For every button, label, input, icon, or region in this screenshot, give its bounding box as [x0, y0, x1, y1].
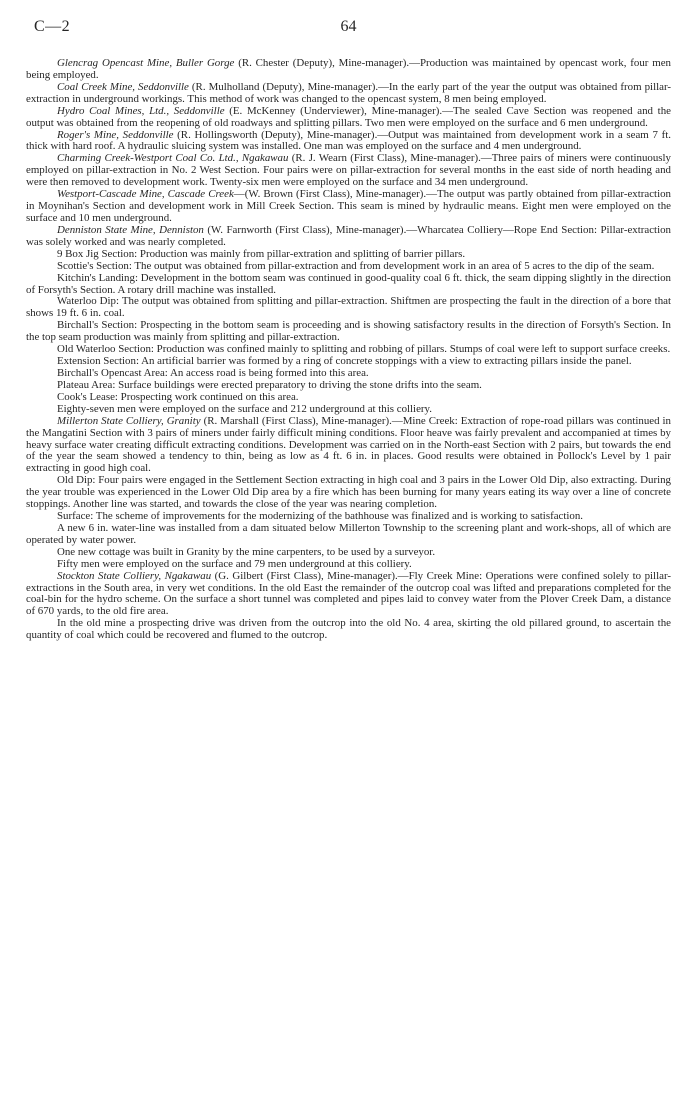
mine-name: Denniston State Mine, Denniston	[57, 223, 204, 236]
paragraph-millerton-colliery	[26, 416, 671, 476]
document-reference: C—2	[34, 18, 71, 35]
paragraph-text: A new 6 in. water-line was installed from a dam situated below Millerton Township to the screening plant and work-shops, all of which are operated by water power.	[26, 521, 671, 546]
page-number: 64	[340, 18, 357, 35]
paragraph-text: (R. Hollingsworth (Deputy), Mine-manager).—Output was maintained from development work in a seam 7 ft. thick with hard roof. A hydraulic sluicing system was installed. One man was employed on the surface and 4 men underground.	[26, 128, 671, 153]
paragraph-text: (E. McKenney (Underviewer), Mine-manager).—The sealed Cave Section was reopened and the output was obtained from the reopening of old roadways and splitting pillars. Two men were employed on the surface and 6 men underground.	[26, 104, 671, 129]
paragraph-charming-creek	[26, 153, 671, 189]
paragraph-rogers-mine	[26, 130, 671, 154]
paragraph-hydro-coal-mines	[26, 106, 671, 130]
document-page	[26, 18, 672, 642]
mine-name: Roger's Mine, Seddonville	[57, 128, 174, 141]
paragraph-old-dip	[26, 475, 671, 511]
paragraph-water-line	[26, 523, 671, 547]
mine-name: Glencrag Opencast Mine, Buller Gorge	[57, 57, 235, 69]
paragraph-text: (R. J. Wearn (First Class), Mine-manager).—Three pairs of miners were continuously employed on pillar-extraction in No. 2 West Section. Four pairs were on pillar-extraction for several months in the east side of north heading and were then removed to development work. Twenty-six men were employed on the surface and 34 men underground.	[26, 152, 671, 189]
paragraph-text: Surface: The scheme of improvements for the modernizing of the bathhouse was finalized and is working to satisfaction.	[57, 510, 584, 523]
paragraph-westport-cascade	[26, 189, 671, 225]
mine-name: Westport-Cascade Mine, Cascade Creek	[57, 188, 234, 201]
paragraph-text: (W. Farnworth (First Class), Mine-manager).—Wharcatea Colliery—Rope End Section: Pillar-extraction was solely worked and was nearly completed.	[26, 223, 672, 248]
paragraph-kitchins-landing	[26, 273, 671, 297]
paragraph-text: (R. Chester (Deputy), Mine-manager).—Production was maintained by opencast work, four men being employed.	[26, 57, 671, 81]
paragraph-text: Birchall's Section: Prospecting in the bottom seam is proceeding and is showing satisfactory results in the direction of Forsyth's Section. In the top seam production was mainly from splitting and pillar-extraction.	[26, 319, 671, 344]
paragraph-text: Waterloo Dip: The output was obtained from splitting and pillar-extraction. Shiftmen are prospecting the fault in the direction of a bore that shows 19 ft. 6 in. coal.	[26, 295, 671, 320]
paragraph-text: —(W. Brown (First Class), Mine-manager).—The output was partly obtained from pillar-extraction in Moynihan's Section and development work in Mill Creek Section. This seam is mined by hydraulic means. Eight men were employed on the surface and 10 men underground.	[26, 188, 671, 224]
paragraph-text: Plateau Area: Surface buildings were erected preparatory to driving the stone drifts into the seam.	[57, 378, 482, 391]
paragraph-text: (R. Marshall (First Class), Mine-manager).—Mine Creek: Extraction of rope-road pillars was continued in the Mangatini Section with 3 pairs of miners under fairly difficult mining conditions. Floor heave was fairly prevalent and accompanied at times by heavy surface water creating difficult extracting conditions. Development was carried on in the North-east Section with 2 pairs, but towards the end of the year the seam showed a tendency to thin, being as low as 4 ft. 6 in. in places. Good results were obtained in Pollock's Level by 1 pair extracting in good high coal.	[26, 414, 671, 475]
mine-name: Stockton State Colliery, Ngakawau	[57, 569, 212, 582]
document-body	[26, 58, 671, 642]
paragraph-text: Fifty men were employed on the surface and 79 men underground at this colliery.	[57, 557, 412, 570]
paragraph-text: Kitchin's Landing: Development in the bottom seam was continued in good-quality coal 6 ft. thick, the seam dipping slightly in the direction of Forsyth's Section. A rotary drill machine was installed.	[26, 271, 671, 296]
paragraph-stockton-colliery	[26, 571, 671, 619]
paragraph-text: 9 Box Jig Section: Production was mainly from pillar-extration and splitting of barrier pillars.	[57, 247, 466, 260]
paragraph-text: Eighty-seven men were employed on the surface and 212 underground at this colliery.	[57, 402, 433, 415]
mine-name: Coal Creek Mine, Seddonville	[57, 80, 189, 93]
paragraph-text: In the old mine a prospecting drive was driven from the outcrop into the old No. 4 area, skirting the old pillared ground, to ascertain the quantity of coal which could be recovered and flumed to the outcrop.	[26, 617, 671, 642]
paragraph-glencrag-mine	[26, 58, 671, 82]
paragraph-denniston-state-mine	[26, 225, 671, 249]
paragraph-birchalls-section	[26, 320, 671, 344]
paragraph-text: Birchall's Opencast Area: An access road is being formed into this area.	[57, 366, 369, 379]
mine-name: Hydro Coal Mines, Ltd., Seddonville	[57, 104, 225, 117]
paragraph-old-mine-prospecting	[26, 618, 671, 642]
paragraph-text: Cook's Lease: Prospecting work continued on this area.	[57, 390, 299, 403]
paragraph-text: Old Waterloo Section: Production was confined mainly to splitting and robbing of pillars. Stumps of coal were left to support surface creeks.	[57, 343, 671, 356]
paragraph-text: (G. Gilbert (First Class), Mine-manager).—Fly Creek Mine: Operations were confined solely to pillar-extractions in the South area, in very wet conditions. In the old East the remainder of the outcrop coal was lifted and preparations completed for the coal-bin for the hydro scheme. On the surface a short tunnel was completed and pipes laid to convey water from the Plover Creek Dam, a distance of 670 yards, to the old fire area.	[26, 569, 671, 618]
paragraph-text: (R. Mulholland (Deputy), Mine-manager).—In the early part of the year the output was obtained from pillar-extraction in underground workings. This method of work was changed to the opencast system, 8 men being employed.	[26, 80, 671, 105]
paragraph-text: Scottie's Section: The output was obtained from pillar-extraction and from development work in an area of 5 acres to the dip of the seam.	[57, 259, 655, 272]
mine-name: Millerton State Colliery, Granity	[57, 414, 201, 427]
paragraph-text: Extension Section: An artificial barrier was formed by a ring of concrete stoppings with a view to extracting pillars inside the panel.	[57, 355, 632, 368]
paragraph-coal-creek-mine	[26, 82, 671, 106]
paragraph-waterloo-dip	[26, 296, 671, 320]
page-header	[26, 18, 671, 44]
paragraph-text: One new cottage was built in Granity by the mine carpenters, to be used by a surveyor.	[57, 545, 436, 558]
mine-name: Charming Creek-Westport Coal Co. Ltd., Ngakawau	[57, 152, 289, 165]
paragraph-text: Old Dip: Four pairs were engaged in the Settlement Section extracting in high coal and 3 pairs in the Lower Old Dip, also extracting. During the year trouble was experienced in the Lower Old Dip area by a fire which has been burning for many years eating its way over a line of concrete stoppings. Another line was started, and towards the close of the year was nearing completion.	[26, 474, 671, 511]
